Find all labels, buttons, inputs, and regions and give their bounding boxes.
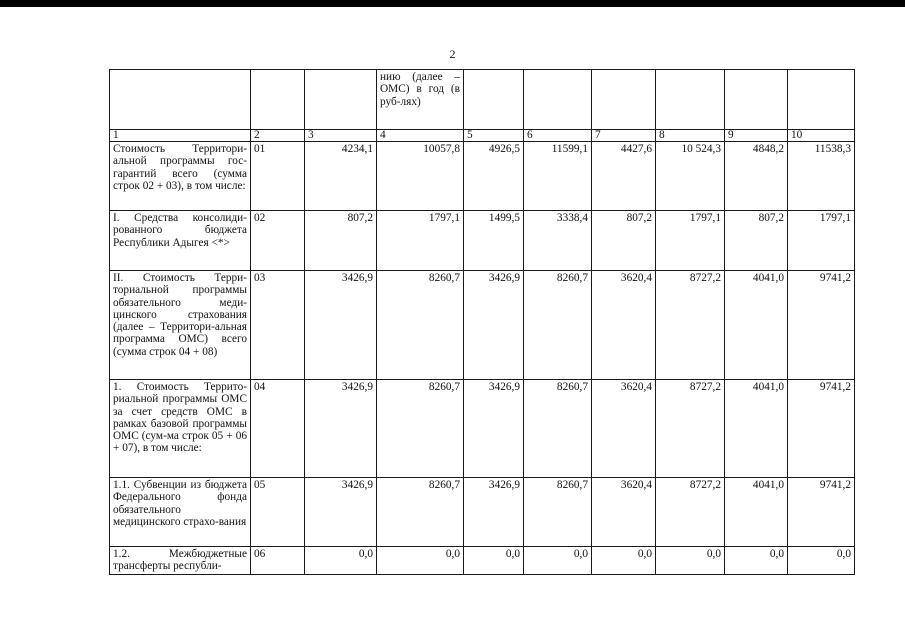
value-cell: 4848,2 [725,142,788,211]
value-cell: 0,0 [305,547,377,575]
header-cell [464,70,524,130]
value-cell: 9741,2 [788,478,855,547]
value-cell: 807,2 [305,211,377,271]
value-cell: 8260,7 [377,380,464,478]
column-number: 2 [251,130,305,142]
header-cell [788,70,855,130]
table-row [110,271,855,380]
table-row [110,547,855,575]
table-row [110,380,855,478]
value-cell: 3426,9 [305,380,377,478]
value-cell: 8260,7 [524,478,592,547]
column-number: 1 [110,130,251,142]
value-cell: 0,0 [377,547,464,575]
value-cell: 0,0 [656,547,725,575]
header-cell [305,70,377,130]
row-label: Стоимость Территори-альной программы гос-гарантий всего (сумма строк 02 + 03), в том числе: [110,142,251,211]
value-cell: 807,2 [592,211,656,271]
value-cell: 4234,1 [305,142,377,211]
header-cell [725,70,788,130]
header-row [110,70,855,130]
column-number: 7 [592,130,656,142]
row-code: 04 [251,380,305,478]
column-number: 5 [464,130,524,142]
column-number-row [110,130,855,142]
scan-top-edge [0,0,905,7]
table-row [110,142,855,211]
value-cell: 9741,2 [788,271,855,380]
value-cell: 0,0 [592,547,656,575]
value-cell: 0,0 [524,547,592,575]
value-cell: 4041,0 [725,478,788,547]
value-cell: 8727,2 [656,380,725,478]
value-cell: 8260,7 [524,380,592,478]
value-cell: 3426,9 [305,478,377,547]
column-number: 8 [656,130,725,142]
value-cell: 0,0 [788,547,855,575]
column-number: 3 [305,130,377,142]
value-cell: 8727,2 [656,478,725,547]
value-cell: 1797,1 [656,211,725,271]
budget-table [109,69,855,575]
value-cell: 3620,4 [592,478,656,547]
header-cell-oms-per-year: нию (далее – ОМС) в год (в руб-лях) [377,70,464,130]
value-cell: 3620,4 [592,380,656,478]
value-cell: 0,0 [725,547,788,575]
table-row [110,211,855,271]
column-number: 6 [524,130,592,142]
value-cell: 11538,3 [788,142,855,211]
row-label: 1.2. Межбюджетные трансферты республи- [110,547,251,575]
value-cell: 3426,9 [464,478,524,547]
row-label: II. Стоимость Терри-ториальной программы обязательного меди-цинского страхования (далее – Территори-альная программа ОМС) всего (сумма строк 04 + 08) [110,271,251,380]
value-cell: 1797,1 [788,211,855,271]
value-cell: 4041,0 [725,380,788,478]
page-number: 2 [449,47,456,61]
value-cell: 10 524,3 [656,142,725,211]
row-label: 1. Стоимость Террито-риальной программы ОМС за счет средств ОМС в рамках базовой программы ОМС (сум-ма строк 05 + 06 + 07), в том числе: [110,380,251,478]
value-cell: 8727,2 [656,271,725,380]
value-cell: 8260,7 [377,478,464,547]
row-code: 05 [251,478,305,547]
value-cell: 9741,2 [788,380,855,478]
value-cell: 807,2 [725,211,788,271]
row-label: I. Средства консолиди-рованного бюджета Республики Адыгея <*> [110,211,251,271]
value-cell: 1797,1 [377,211,464,271]
value-cell: 8260,7 [524,271,592,380]
row-code: 03 [251,271,305,380]
value-cell: 4041,0 [725,271,788,380]
value-cell: 3620,4 [592,271,656,380]
header-cell [656,70,725,130]
column-number: 9 [725,130,788,142]
value-cell: 0,0 [464,547,524,575]
header-cell [110,70,251,130]
value-cell: 4926,5 [464,142,524,211]
header-cell [592,70,656,130]
value-cell: 11599,1 [524,142,592,211]
header-cell [524,70,592,130]
value-cell: 4427,6 [592,142,656,211]
value-cell: 10057,8 [377,142,464,211]
row-code: 01 [251,142,305,211]
value-cell: 8260,7 [377,271,464,380]
row-label: 1.1. Субвенции из бюджета Федерального фонда обязательного медицинского страхо-вания [110,478,251,547]
column-number: 4 [377,130,464,142]
table-row [110,478,855,547]
value-cell: 3426,9 [464,380,524,478]
value-cell: 3426,9 [305,271,377,380]
value-cell: 1499,5 [464,211,524,271]
value-cell: 3426,9 [464,271,524,380]
column-number: 10 [788,130,855,142]
header-cell [251,70,305,130]
row-code: 02 [251,211,305,271]
row-code: 06 [251,547,305,575]
value-cell: 3338,4 [524,211,592,271]
